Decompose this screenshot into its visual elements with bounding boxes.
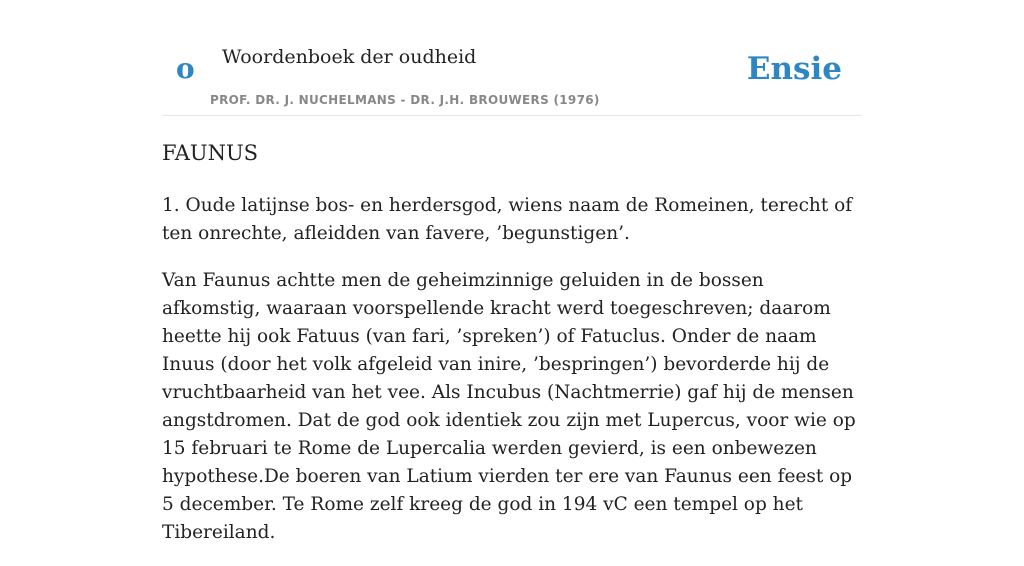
entry-paragraph: 1. Oude latijnse bos- en herdersgod, wiens naam de Romeinen, terecht of ten onrechte, afleidden van favere, ’begunstigen’. <box>162 195 853 244</box>
book-title[interactable]: Woordenboek der oudheid <box>222 46 477 68</box>
book-logo[interactable]: o <box>176 52 195 85</box>
book-authors: PROF. DR. J. NUCHELMANS - DR. J.H. BROUWERS (1976) <box>210 93 600 107</box>
entry-title: FAUNUS <box>162 141 259 165</box>
book-header <box>162 38 862 116</box>
ensie-logo[interactable]: Ensie <box>746 51 842 87</box>
entry-content <box>162 192 862 566</box>
entry-paragraph: Van Faunus achtte men de geheimzinnige geluiden in de bossen afkomstig, waaraan voorspellende kracht werd toegeschreven; daarom heette hij ook Fatuus (van fari, ’spreken’) of Fatuclus. Onder de naam Inuus (door het volk afgeleid van inire, ’bespringen’) bevorderde hij de vruchtbaarheid van het vee. Als Incubus (Nachtmerrie) gaf hij de mensen angstdromen. Dat de god ook identiek zou zijn met Lupercus, voor wie op 15 februari te Rome de Lupercalia werden gevierd, is een onbewezen hypothese.De boeren van Latium vierden ter ere van Faunus een feest op 5 december. Te Rome zelf kreeg de god in 194 vC een tempel op het Tibereiland. <box>162 270 856 543</box>
